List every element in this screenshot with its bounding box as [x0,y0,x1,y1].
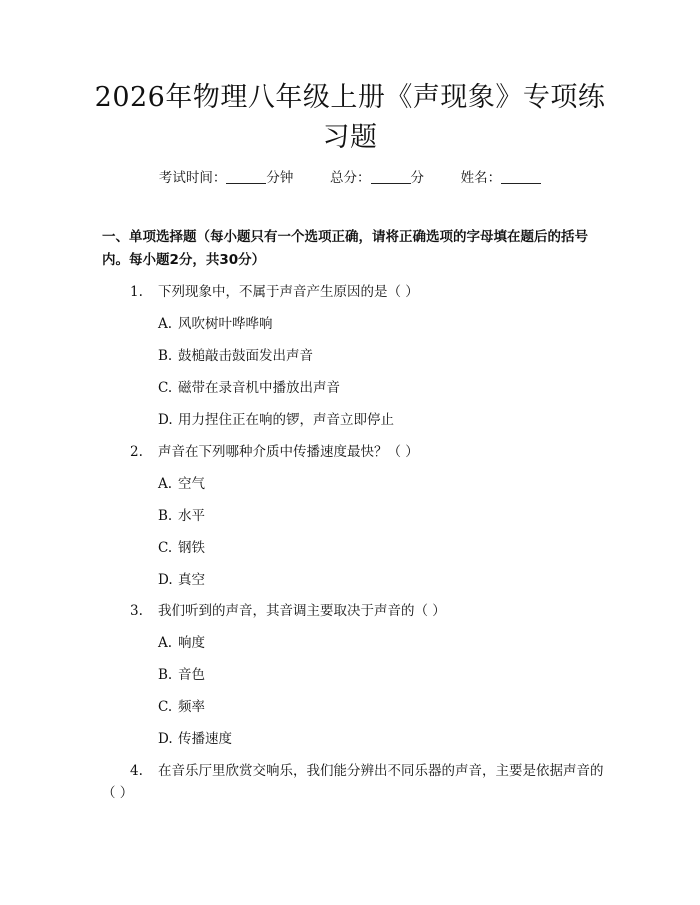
option-text: 传播速度 [178,731,232,747]
option-3b [158,665,205,685]
option-3c [158,697,205,717]
option-text: 鼓槌敲击鼓面发出声音 [178,348,313,364]
total-score-blank [371,183,411,184]
option-letter: B. [158,348,173,364]
question-2 [130,442,419,462]
question-text: 声音在下列哪种介质中传播速度最快？（ ） [158,444,419,460]
option-2b [158,506,205,526]
option-text: 磁带在录音机中播放出声音 [178,380,340,396]
option-text: 钢铁 [178,540,205,556]
option-letter: C. [158,540,173,556]
option-letter: C. [158,380,173,396]
question-4 [102,760,604,804]
option-text: 响度 [178,635,205,651]
question-number: 4. [130,763,143,779]
total-score-label: 总分： [330,170,371,186]
option-text: 音色 [178,667,205,683]
option-letter: C. [158,699,173,715]
option-1a [158,314,273,334]
exam-time-label: 考试时间： [158,170,227,186]
option-1b [158,346,313,366]
question-text: 下列现象中，不属于声音产生原因的是（ ） [158,284,419,300]
option-text: 频率 [178,699,205,715]
option-text: 水平 [178,508,205,524]
total-score-field [330,168,424,188]
option-text: 真空 [178,572,205,588]
option-2a [158,474,205,494]
question-text: 在音乐厅里欣赏交响乐，我们能分辨出不同乐器的声音，主要是依据声音的（ ） [102,763,604,801]
exam-info-line [0,168,700,188]
exam-time-unit: 分钟 [266,170,294,186]
option-1c [158,378,340,398]
question-number: 1. [130,284,143,300]
name-field [461,168,542,188]
option-letter: A. [158,316,173,332]
option-letter: B. [158,667,173,683]
name-label: 姓名： [460,170,502,186]
question-text: 我们听到的声音，其音调主要取决于声音的（ ） [158,603,446,619]
option-1d [158,410,394,430]
option-letter: A. [158,635,173,651]
option-letter: B. [158,508,173,524]
option-text: 用力捏住正在响的锣，声音立即停止 [178,412,394,428]
option-3d [158,729,232,749]
section-heading: 一、单项选择题（每小题只有一个选项正确，请将正确选项的字母填在题后的括号内。每小题2分，共30分） [102,229,588,268]
question-3 [130,601,446,621]
option-text: 空气 [178,476,205,492]
option-3a [158,633,205,653]
option-letter: D. [158,731,173,747]
option-2d [158,570,205,590]
option-letter: D. [158,572,173,588]
option-2c [158,538,205,558]
exam-time-field [159,168,294,188]
total-score-unit: 分 [410,170,424,186]
question-number: 2. [130,444,143,460]
question-1 [130,282,419,302]
question-number: 3. [130,603,143,619]
option-letter: D. [158,412,173,428]
document-title: 2026年物理八年级上册《声现象》专项练习题 [94,82,606,153]
option-text: 风吹树叶哗哗响 [178,316,273,332]
option-letter: A. [158,476,173,492]
name-blank [501,183,541,184]
exam-time-blank [226,183,266,184]
